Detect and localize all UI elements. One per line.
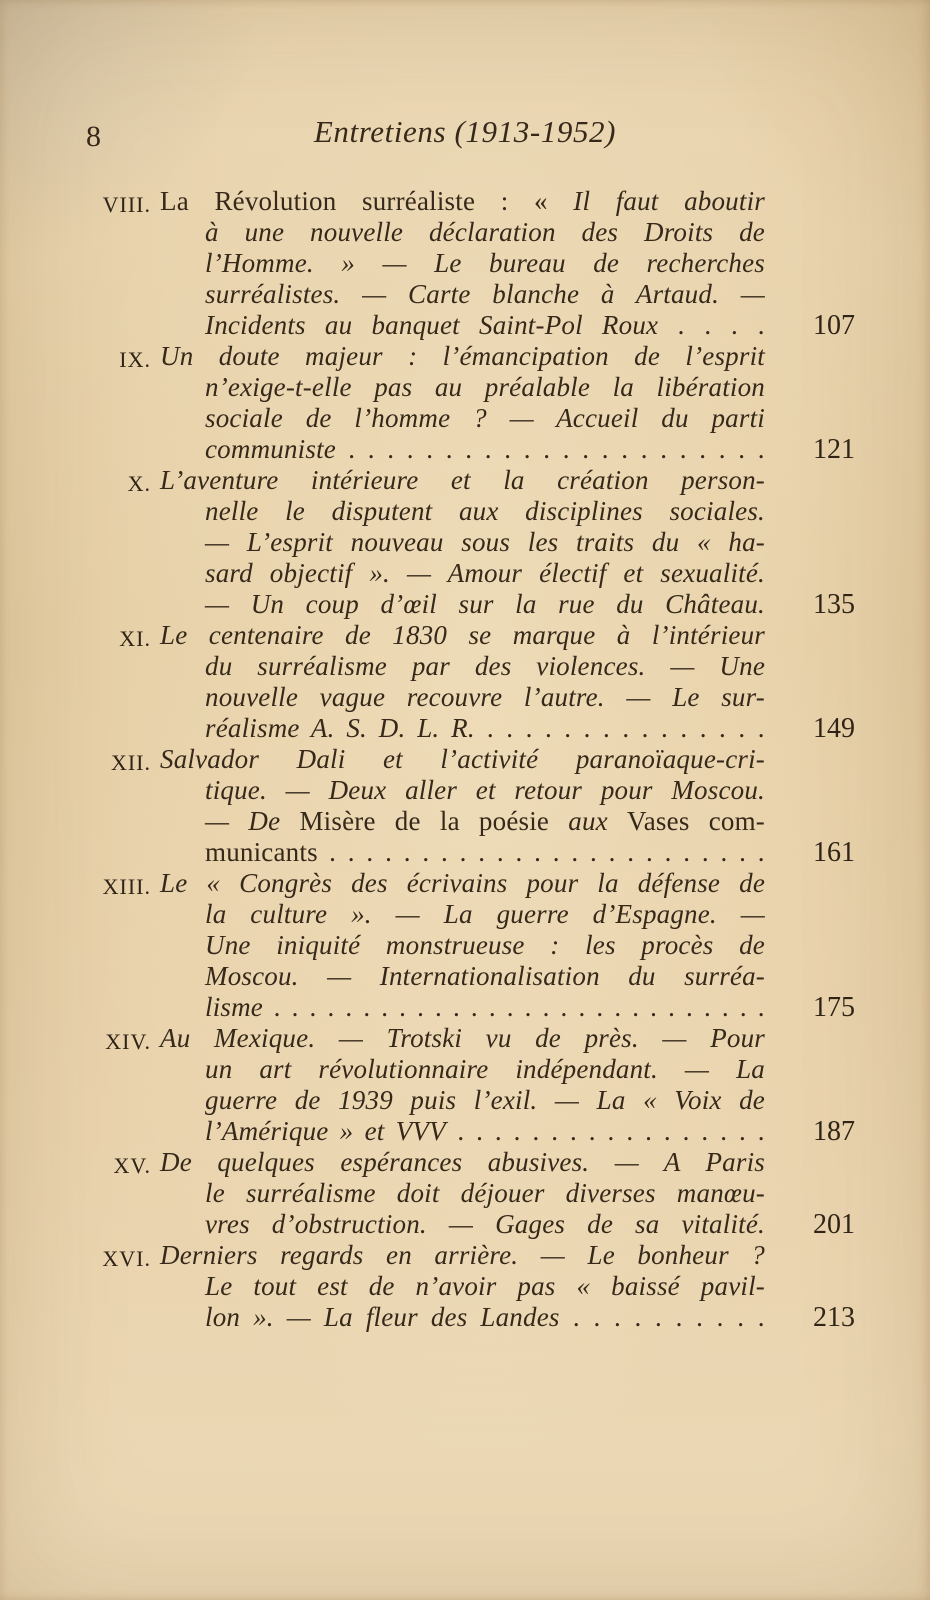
folio-page-number: 8 (86, 120, 101, 153)
toc-entry-line (160, 1271, 765, 1302)
toc-entry-page-number: 149 (813, 713, 855, 744)
toc-entries (88, 186, 855, 1333)
text-run: — L’esprit nouveau sous les traits du « ha- (205, 527, 765, 557)
text-run: Le centenaire de 1830 se marque à l’intérieur (160, 620, 765, 650)
text-run: tique. — Deux aller et retour pour Moscou. (205, 775, 765, 805)
toc-entry-line (160, 1116, 765, 1147)
toc-entry-line (160, 465, 765, 496)
toc-entry-text (160, 1147, 765, 1240)
page-header (0, 110, 930, 156)
toc-entry-line (160, 1147, 765, 1178)
text-run: à une nouvelle déclaration des Droits de (205, 217, 765, 247)
text-run: guerre de 1939 puis l’exil. — La « Voix de (205, 1085, 765, 1115)
toc-entry-numeral: XI. (119, 626, 151, 651)
toc-entry (88, 465, 855, 620)
text-run: communiste (205, 434, 336, 464)
toc-entry-line (160, 341, 765, 372)
text-run: nouvelle vague recouvre l’autre. — Le sur- (205, 682, 765, 712)
toc-entry-line (160, 868, 765, 899)
running-head-title: Entretiens (1913-1952) (313, 114, 617, 149)
toc-entry-page-cell (765, 465, 855, 620)
text-run: la culture ». — La guerre d’Espagne. — (205, 899, 765, 929)
toc-entry-line (160, 186, 765, 217)
toc-entry-page-cell (765, 1023, 855, 1147)
toc-entry-page-number: 187 (813, 1116, 855, 1147)
toc-entry-page-cell (765, 186, 855, 341)
toc-entry-line (160, 217, 765, 248)
toc-entry-line (160, 682, 765, 713)
toc-entry-line (160, 713, 765, 744)
dot-leader: . . . . . . . . . . (559, 1302, 765, 1332)
text-run: Une iniquité monstrueuse : les procès de (205, 930, 765, 960)
text-run: Il faut aboutir (573, 186, 765, 216)
text-run: lon ». — La fleur des Landes (205, 1302, 560, 1332)
toc-entry-page-number: 161 (813, 837, 855, 868)
toc-entry-numeral: X. (127, 471, 151, 496)
toc-entry-line (160, 837, 765, 868)
toc-entry-page-cell (765, 868, 855, 1023)
toc-entry (88, 186, 855, 341)
toc-entry (88, 1023, 855, 1147)
toc-entry-line (160, 1178, 765, 1209)
toc-entry-line (160, 589, 765, 620)
toc-entry-text (160, 744, 765, 868)
toc-entry-page-number: 201 (813, 1209, 855, 1240)
toc-entry-numeral: XIII. (102, 874, 151, 899)
toc-entry-numeral: XV. (113, 1153, 151, 1178)
text-run: n’exige-t-elle pas au préalable la libération (205, 372, 765, 402)
text-run: Vases com- (627, 806, 765, 836)
toc-entry-line (160, 651, 765, 682)
toc-entry-text (160, 868, 765, 1023)
toc-entry-line (160, 1023, 765, 1054)
text-run: vres d’obstruction. — Gages de sa vitalité. (205, 1209, 765, 1239)
text-run: Au Mexique. — Trotski vu de près. — Pour (160, 1023, 765, 1053)
toc-entry (88, 1240, 855, 1333)
text-run: le surréalisme doit déjouer diverses manœu- (205, 1178, 765, 1208)
toc-entry-numeral: XIV. (105, 1029, 151, 1054)
toc-entry-line (160, 1240, 765, 1271)
text-run: surréalistes. — Carte blanche à Artaud. — (205, 279, 765, 309)
text-run: Derniers regards en arrière. — Le bonheur ? (160, 1240, 765, 1270)
text-run: L’aventure intérieure et la création person- (160, 465, 765, 495)
text-run: De quelques espérances abusives. — A Paris (160, 1147, 765, 1177)
toc-entry-line (160, 558, 765, 589)
toc-entry-line (160, 899, 765, 930)
text-run: municants (205, 837, 318, 867)
dot-leader: . . . . . . . . . . . . . . . . . (445, 1116, 766, 1146)
text-run: Salvador Dali et l’activité paranoïaque-cri- (160, 744, 765, 774)
text-run: lisme (205, 992, 263, 1022)
text-run: — Un coup d’œil sur la rue du Château. (205, 589, 765, 619)
toc-entry-line (160, 1085, 765, 1116)
toc-entry-line (160, 620, 765, 651)
toc-entry-line (160, 806, 765, 837)
text-run: Incidents au banquet Saint-Pol Roux (205, 310, 659, 340)
toc-entry-line (160, 248, 765, 279)
toc-entry-page-cell (765, 341, 855, 465)
toc-entry (88, 1147, 855, 1240)
toc-entry-line (160, 775, 765, 806)
toc-entry-page-cell (765, 620, 855, 744)
toc-entry-page-number: 135 (813, 589, 855, 620)
toc-entry-page-cell (765, 1240, 855, 1333)
text-run: La Révolution surréaliste : « (160, 186, 574, 216)
dot-leader: . . . . . . . . . . . . . . . . . . . . . . . . . . . . (263, 992, 765, 1022)
text-run: Le tout est de n’avoir pas « baissé pavil- (205, 1271, 765, 1301)
toc-entry-text (160, 1023, 765, 1147)
toc-entry-line (160, 992, 765, 1023)
toc-entry (88, 744, 855, 868)
toc-entry-page-number: 175 (813, 992, 855, 1023)
text-run: l’Homme. » — Le bureau de recherches (205, 248, 765, 278)
toc-entry-line (160, 1209, 765, 1240)
toc-entry-line (160, 403, 765, 434)
text-run: l’Amérique » et VVV (205, 1116, 446, 1146)
text-run: du surréalisme par des violences. — Une (205, 651, 765, 681)
toc-entry-line (160, 930, 765, 961)
toc-entry (88, 620, 855, 744)
text-run: Un doute majeur : l’émancipation de l’esprit (160, 341, 765, 371)
toc-entry-line (160, 961, 765, 992)
text-run: Misère de la poésie (299, 806, 569, 836)
text-run: aux (568, 806, 628, 836)
text-run: un art révolutionnaire indépendant. — La (205, 1054, 765, 1084)
toc-entry (88, 341, 855, 465)
toc-entry-page-cell (765, 744, 855, 868)
toc-entry-numeral: XVI. (102, 1246, 151, 1271)
text-run: nelle le disputent aux disciplines sociales. (205, 496, 765, 526)
toc-entry-page-cell (765, 1147, 855, 1240)
toc-entry-text (160, 341, 765, 465)
toc-entry-line (160, 744, 765, 775)
text-run: réalisme A. S. D. L. R. (205, 713, 475, 743)
dot-leader: . . . . . . . . . . . . . . . . . . . . . . (335, 434, 765, 464)
toc-entry-numeral: IX. (119, 347, 151, 372)
toc-entry-numeral: XII. (110, 750, 151, 775)
toc-entry-line (160, 372, 765, 403)
table-of-contents (88, 186, 855, 1333)
text-run: sard objectif ». — Amour électif et sexualité. (205, 558, 765, 588)
toc-entry-page-number: 213 (813, 1302, 855, 1333)
text-run: Le « Congrès des écrivains pour la défense de (160, 868, 765, 898)
toc-entry-line (160, 527, 765, 558)
toc-entry (88, 868, 855, 1023)
dot-leader: . . . . . . . . . . . . . . . (474, 713, 765, 743)
toc-entry-line (160, 1302, 765, 1333)
toc-entry-page-number: 121 (813, 434, 855, 465)
toc-entry-text (160, 1240, 765, 1333)
dot-leader: . . . . . . . . . . . . . . . . . . . . . . . . (317, 837, 765, 867)
toc-entry-text (160, 620, 765, 744)
toc-entry-line (160, 496, 765, 527)
text-run: sociale de l’homme ? — Accueil du parti (205, 403, 765, 433)
text-run: Moscou. — Internationalisation du surréa- (205, 961, 765, 991)
toc-entry-line (160, 279, 765, 310)
text-run: — De (205, 806, 300, 836)
toc-entry-text (160, 465, 765, 620)
toc-entry-numeral: VIII. (102, 192, 151, 217)
toc-entry-text (160, 186, 765, 341)
toc-entry-page-number: 107 (813, 310, 855, 341)
toc-entry-line (160, 434, 765, 465)
toc-entry-line (160, 1054, 765, 1085)
dot-leader: . . . . (658, 310, 766, 340)
toc-entry-line (160, 310, 765, 341)
